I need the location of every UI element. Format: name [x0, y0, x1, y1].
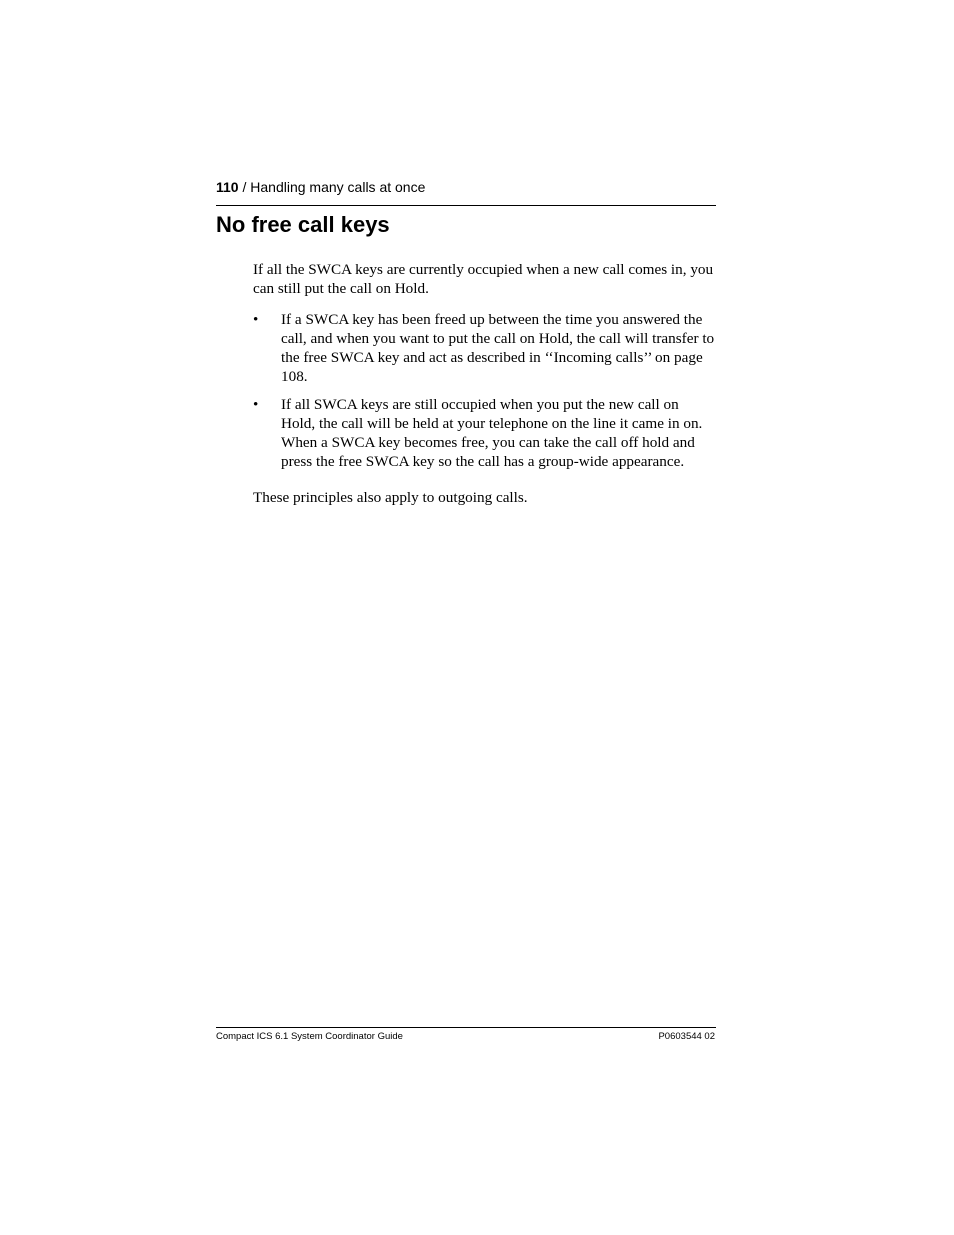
footer-rule: [216, 1027, 716, 1028]
section-title: Handling many calls at once: [250, 179, 426, 195]
list-item: [253, 395, 715, 471]
header-separator: /: [238, 179, 251, 195]
list-item-text: If a SWCA key has been freed up between the time you answered the call, and when you want to put the call on Hold, the call will transfer to the free SWCA key and act as described in ‘‘Incoming calls’’ on page 108.: [281, 311, 715, 385]
list-item: [253, 310, 715, 386]
page-title: No free call keys: [216, 212, 390, 237]
bullet-marker: •: [253, 396, 259, 413]
body-text: [253, 260, 715, 507]
list-item-text: If all SWCA keys are still occupied when you put the new call on Hold, the call will be held at your telephone on the line it came in on. When a SWCA key becomes free, you can take the call off hold and press the free SWCA key so the call has a group-wide appearance.: [281, 396, 703, 470]
bullet-list: [253, 310, 715, 471]
running-header: [216, 179, 716, 195]
closing-paragraph: These principles also apply to outgoing calls.: [253, 489, 528, 506]
header-rule: [216, 205, 716, 206]
bullet-marker: •: [253, 311, 259, 328]
footer-doc-number: P0603544 02: [658, 1031, 715, 1042]
intro-paragraph: If all the SWCA keys are currently occupied when a new call comes in, you can still put the call on Hold.: [253, 261, 714, 297]
footer-guide-title: Compact ICS 6.1 System Coordinator Guide: [216, 1031, 403, 1042]
page-number: 110: [216, 179, 239, 195]
